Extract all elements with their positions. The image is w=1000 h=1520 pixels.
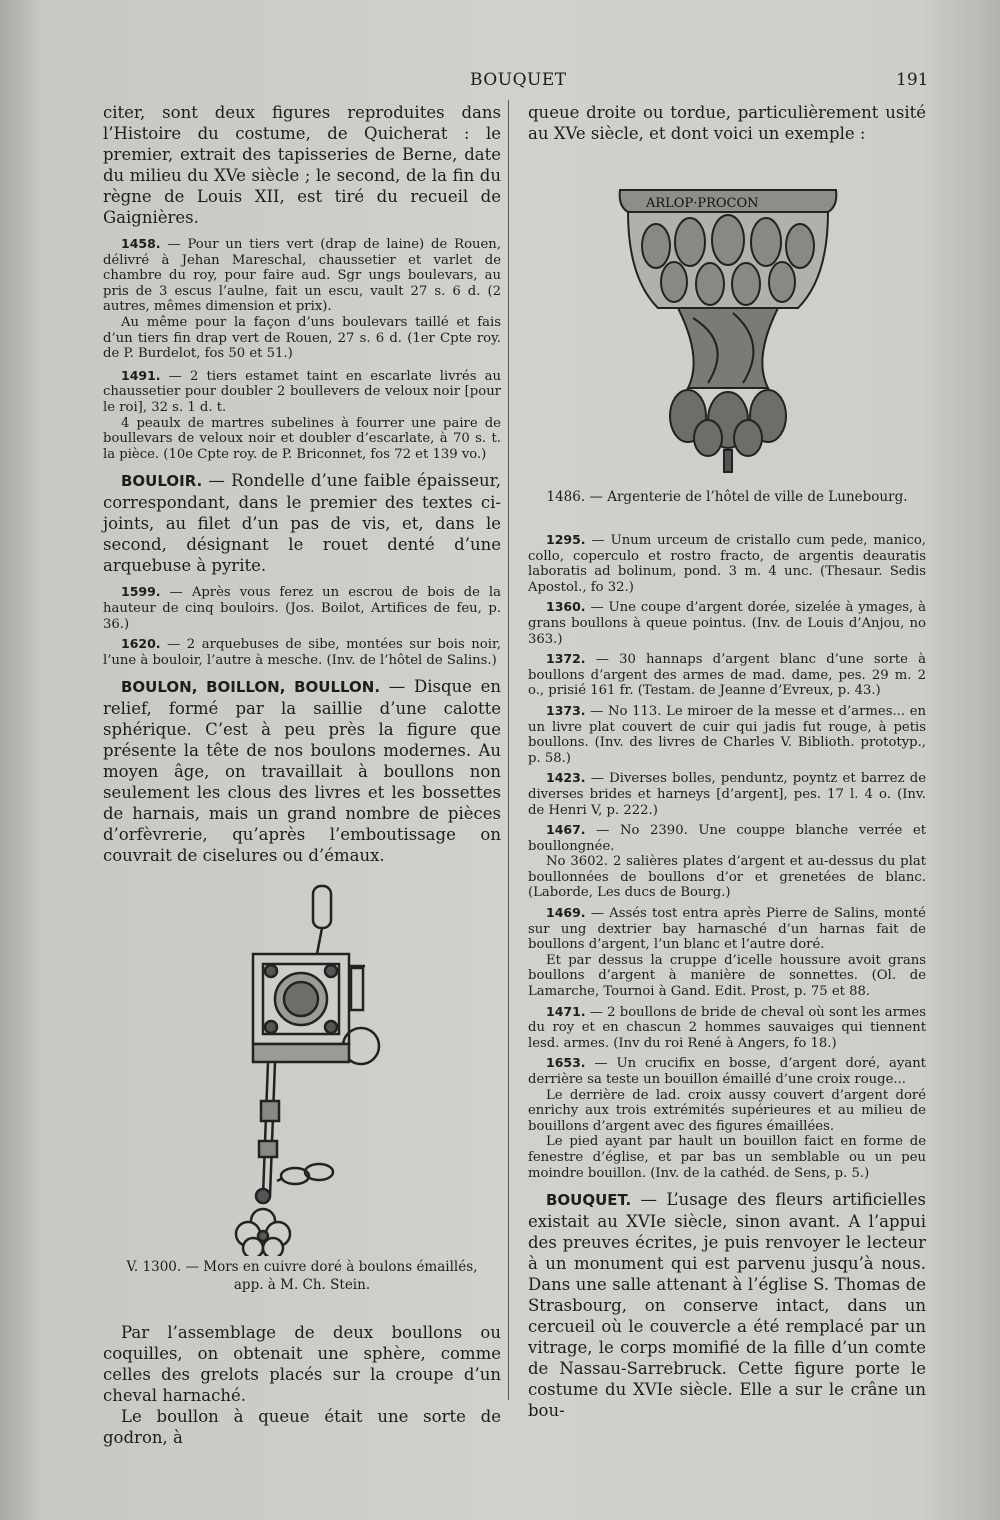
citation-text: — Unum urceum de cristallo cum pede, manico, collo, coperculo et rostro fracto, de argentis deauratis laboratis ad bolinum, pond. 3 m. 4 unc. (Thesaur. Sedis Apostol., fo 32.)	[528, 533, 926, 595]
figure-caption: 1486. — Argenterie de l’hôtel de ville de Lunebourg.	[546, 489, 908, 505]
vessel-inscription: ARLOP·PROCON	[646, 196, 759, 211]
entry-definition: — L’usage des fleurs artificielles existait au XVIe siècle, sinon avant. A l’appui des preuves écrites, je puis renvoyer le lecteur à un monument qui est parvenu jusqu’à nous. Dans une salle attenant à l’église S. Thomas de Strasbourg, on conserve intact, dans un cercueil où le couvercle a été remplacé par un vitrage, le corps momifié de la fille d’un comte de Nassau-Sarrebruck. Cette figure porte le costume du XVIe siècle. Elle a sur le crâne un bou-	[528, 1190, 926, 1421]
paragraph: queue droite ou tordue, particulièrement usité au XVe siècle, et dont voici un exemple :	[528, 103, 926, 143]
citation-1469	[528, 905, 926, 953]
citation-1491	[103, 368, 501, 416]
figure-bridle-bit	[103, 876, 501, 1256]
citation-number: 1599.	[121, 584, 161, 600]
citation-text: — Un crucifix en bosse, d’argent doré, ayant derrière sa teste un bouillon émaillé d’une croix rouge...	[528, 1056, 926, 1087]
citation-text: — No 113. Le miroer de la messe et d’armes... en un livre plat couvert de cuir qui jadis fut rouge, à petis boullons. (Inv. des livres de Charles V. Biblioth. prototyp., p. 58.)	[528, 703, 926, 766]
citation-continuation: Et par dessus la cruppe d’icelle houssure avoit grans boullons d’argent à manière de sonnettes. (Ol. de Lamarche, Tournoi à Gand. Edit. Prost, p. 75 et 88.	[528, 952, 926, 1000]
entry-bouloir	[103, 470, 501, 576]
citation-1295	[528, 532, 926, 595]
bridle-bit-illustration	[103, 876, 501, 1256]
citation-text: — 30 hannaps d’argent blanc d’une sorte à boullons d’argent des armes de mad. dame, pes. 29 m. 2 o., prisié 161 fr. (Testam. de Jeanne d’Evreux, p. 43.)	[528, 652, 926, 699]
running-head: BOUQUET	[470, 70, 567, 90]
citation-number: 1360.	[546, 599, 586, 615]
citation-text: — Après vous ferez un escrou de bois de la hauteur de cinq bouloirs. (Jos. Boilot, Artifices de feu, p. 36.)	[103, 585, 501, 632]
citation-continuation: Le pied ayant par hault un bouillon faict en forme de fenestre d’église, et par bas un semblable ou un peu moindre bouillon. (Inv. de la cathéd. de Sens, p. 5.)	[528, 1134, 926, 1181]
citation-number: 1620.	[121, 636, 161, 652]
citation-continuation: 4 peaulx de martres subelines à fourrer une paire de boullevars de veloux noir et doubler d’escarlate, à 70 s. t. la pièce. (10e Cpte roy. de P. Briconnet, fos 72 et 139 vo.)	[103, 415, 501, 462]
citation-text: — No 2390. Une couppe blanche verrée et boullongnée.	[528, 823, 926, 854]
entry-boulon	[103, 676, 501, 866]
citation-1372	[528, 651, 926, 699]
paragraph: Le boullon à queue était une sorte de godron, à	[103, 1407, 501, 1448]
citation-text: — 2 arquebuses de sibe, montées sur bois noir, l’une à bouloir, l’autre à mesche. (Inv. de l’hôtel de Salins.)	[103, 637, 501, 668]
page-number: 191	[896, 70, 929, 90]
paragraph: Par l’assemblage de deux boullons ou coquilles, on obtenait une sphère, comme celles des grelots placés sur la croupe d’un cheval harnaché.	[103, 1323, 501, 1406]
citation-1373	[528, 703, 926, 766]
citation-number: 1469.	[546, 905, 586, 921]
citation-text: — Diverses bolles, penduntz, poyntz et barrez de diverses brides et harneys [d’argent], pes. 17 l. 4 o. (Inv. de Henri V, p. 222.)	[528, 771, 926, 818]
citation-1599	[103, 584, 501, 632]
citation-continuation: Le derrière de lad. croix aussy couvert d’argent doré enrichy aux trois extrémités supérieures et au milieu de bouillons d’argent avec des figures émaillées.	[528, 1087, 926, 1134]
citation-1360	[528, 599, 926, 647]
paragraph: citer, sont deux figures reproduites dans l’Histoire du costume, de Quicherat : le premier, extrait des tapisseries de Berne, date du milieu du XVe siècle ; le second, de la fin du règne de Louis XII, est tiré du recueil de Gaignières.	[103, 103, 501, 227]
right-column	[528, 102, 926, 1421]
figure-caption	[103, 1258, 501, 1294]
entry-headword: BOULOIR.	[121, 472, 203, 491]
citation-continuation: Au même pour la façon d’uns boulevars taillé et fais d’un tiers fin drap vert de Rouen, 27 s. 6 d. (1er Cpte roy. de P. Burdelot, fos 50 et 51.)	[103, 314, 501, 362]
citation-text: — Pour un tiers vert (drap de laine) de Rouen, délivré à Jehan Mareschal, chaussetier et varlet de chambre du roy, pour faire aud. Sgr ungs boulevars, au pris de 3 escus l’aulne, fait un escu, vault 27 s. 6 d. (2 autres, mêmes dimension et prix).	[103, 237, 501, 315]
caption-line: app. à M. Ch. Stein.	[233, 1277, 371, 1294]
entry-definition: — Rondelle d’une faible épaisseur, correspondant, dans le premier des textes ci-joints, au filet d’un pas de vis, et, dans le second, désignant le rouet denté d’une arquebuse à pyrite.	[103, 471, 501, 576]
citation-1471	[528, 1004, 926, 1052]
citation-text: — 2 boullons de bride de cheval où sont les armes du roy et en chascun 2 hommes sauvaiges qui tiennent lesd. armes. (Inv du roi René à Angers, fo 18.)	[528, 1004, 926, 1051]
citation-number: 1372.	[546, 651, 586, 667]
citation-number: 1458.	[121, 236, 161, 251]
citation-text: — Une coupe d’argent dorée, sizelée à ymages, à grans boullons à queue pointus. (Inv. de Louis d’Anjou, no 363.)	[528, 600, 926, 647]
citation-number: 1491.	[121, 367, 161, 383]
citation-1467	[528, 822, 926, 854]
citation-1620	[103, 636, 501, 668]
vessel-foot-illustration	[528, 168, 926, 486]
citation-number: 1423.	[546, 770, 586, 786]
citation-number: 1373.	[546, 702, 586, 718]
left-column	[103, 102, 501, 1448]
entry-definition: — Disque en relief, formé par la saillie d’une calotte sphérique. C’est à peu près la figure que présente la tête de nos boulons modernes. Au moyen âge, on travaillait à boullons non seulement les clous des livres et les bossettes de harnais, mais un grand nombre de pièces d’orfèvrerie, qu’après l’emboutissage on couvrait de ciselures ou d’émaux.	[103, 677, 501, 866]
column-divider	[508, 100, 509, 1400]
citation-continuation: No 3602. 2 salières plates d’argent et au-dessus du plat boullonnées de boullons d’or et grenetées de blanc. (Laborde, Les ducs de Bourg.)	[528, 854, 926, 901]
citation-number: 1653.	[546, 1055, 586, 1071]
entry-bouquet	[528, 1189, 926, 1421]
page-header	[0, 70, 1000, 96]
citation-number: 1471.	[546, 1003, 586, 1019]
citation-1653	[528, 1055, 926, 1087]
citation-text: — Assés tost entra après Pierre de Salins, monté sur ung dextrier bay harnasché d’un harnas fait de boullons d’argent, l’un blanc et l’autre doré.	[528, 906, 926, 953]
citation-1458	[103, 236, 501, 315]
caption-line: V. 1300. — Mors en cuivre doré à boulons émaillés,	[126, 1259, 478, 1276]
entry-headword: BOUQUET.	[546, 1191, 632, 1210]
citation-number: 1467.	[546, 822, 586, 838]
entry-headword: BOULON, BOILLON, BOULLON.	[121, 678, 381, 697]
figure-lunebourg-vessel	[528, 168, 926, 486]
citation-number: 1295.	[546, 532, 586, 547]
citation-text: — 2 tiers estamet taint en escarlate livrés au chaussetier pour doubler 2 boullevers de veloux noir [pour le roi], 32 s. 1 d. t.	[103, 368, 501, 415]
citation-1423	[528, 770, 926, 818]
